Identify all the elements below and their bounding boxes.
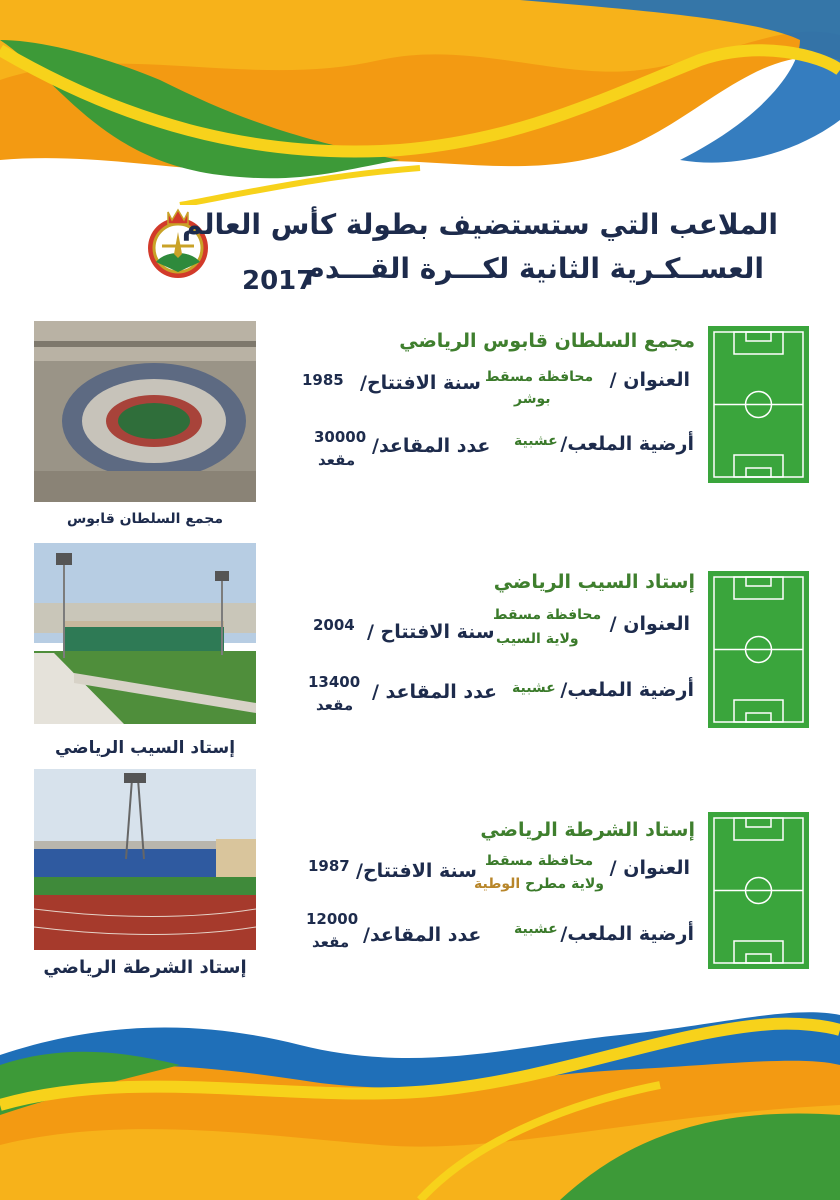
opening-year-value: 1987 xyxy=(308,857,350,875)
seats-label: عدد المقاعد / xyxy=(372,681,498,703)
address-line2: ولاية السيب xyxy=(496,631,579,647)
stadium-photo-seeb xyxy=(34,543,256,724)
surface-value: عشبية xyxy=(514,433,558,449)
stadium-caption: إستاد الشرطة الرياضي xyxy=(43,957,247,978)
address-line2 xyxy=(474,876,604,892)
address-label: العنوان / xyxy=(609,613,690,635)
address-line1: محافظة مسقط xyxy=(493,607,602,623)
bottom-wave-decoration xyxy=(0,995,840,1200)
surface-label: أرضية الملعب/ xyxy=(560,433,694,455)
stadium-name: مجمع السلطان قابوس الرياضي xyxy=(399,330,695,352)
opening-year-label: سنة الافتتاح/ xyxy=(356,860,477,882)
address-line1: محافظة مسقط xyxy=(485,369,594,385)
stadium-photo-police xyxy=(34,769,256,950)
surface-value: عشبية xyxy=(512,680,556,696)
football-pitch-icon xyxy=(708,326,809,483)
seats-number: 13400 xyxy=(308,673,361,691)
stadium-name: إستاد الشرطة الرياضي xyxy=(480,819,695,841)
address-line2-area: الوطية xyxy=(474,876,521,892)
opening-year-value: 1985 xyxy=(302,371,344,389)
address-line2-district: ولاية مطرح xyxy=(525,876,604,892)
seats-number: 30000 xyxy=(314,428,367,446)
seats-unit: مقعد xyxy=(316,696,354,714)
address-label: العنوان / xyxy=(609,857,690,879)
opening-year-label: سنة الافتتاح/ xyxy=(360,372,481,394)
football-pitch-icon xyxy=(708,812,809,969)
seats-label: عدد المقاعد/ xyxy=(372,435,491,457)
page-title-line1: الملاعب التي ستستضيف بطولة كأس العالم xyxy=(182,208,778,241)
surface-value: عشبية xyxy=(514,921,558,937)
surface-label: أرضية الملعب/ xyxy=(560,679,694,701)
seats-label: عدد المقاعد/ xyxy=(363,924,482,946)
stadium-caption: إستاد السيب الرياضي xyxy=(54,738,236,758)
opening-year-value: 2004 xyxy=(313,616,355,634)
stadium-photo-sultan-qaboos xyxy=(34,321,256,502)
address-label: العنوان / xyxy=(609,369,690,391)
address-line1: محافظة مسقط xyxy=(485,853,594,869)
stadium-name: إستاد السيب الرياضي xyxy=(493,571,695,593)
seats-unit: مقعد xyxy=(318,451,356,469)
seats-number: 12000 xyxy=(306,910,359,928)
seats-unit: مقعد xyxy=(312,933,350,951)
stadium-caption: مجمع السلطان قابوس xyxy=(66,511,224,527)
top-wave-decoration xyxy=(0,0,840,205)
address-line2: بوشر xyxy=(514,391,551,407)
football-pitch-icon xyxy=(708,571,809,728)
opening-year-label: سنة الافتتاح / xyxy=(367,621,495,643)
surface-label: أرضية الملعب/ xyxy=(560,923,694,945)
page-title-line2: العســكـرية الثانية لكـــرة القـــدم xyxy=(304,252,764,285)
page-title-year: 2017 xyxy=(242,266,315,296)
